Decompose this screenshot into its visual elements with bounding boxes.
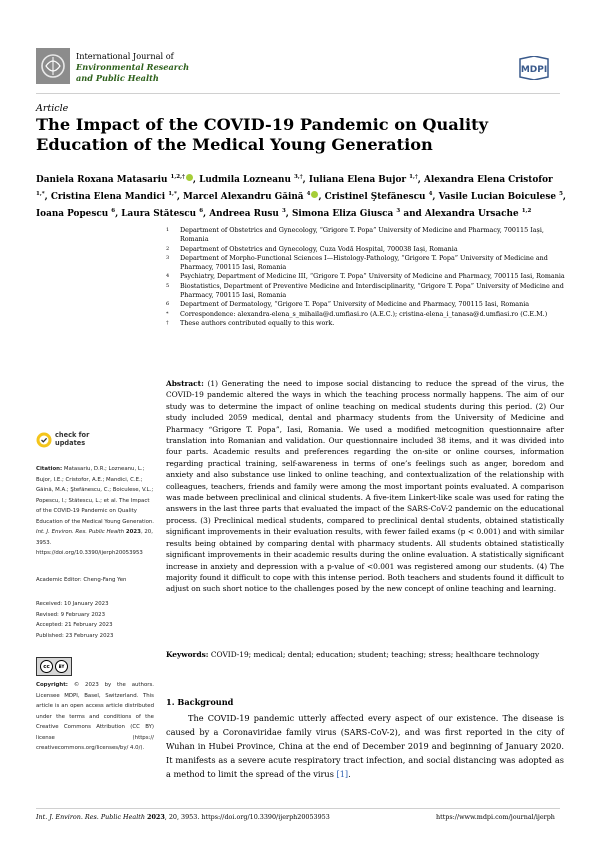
paragraph-end: . (348, 769, 351, 779)
affiliation-text: Department of Obstetrics and Gynecology, Cuza Vodă Hospital, 700038 Iași, Romania (180, 244, 458, 253)
footer-citation (36, 813, 330, 821)
affiliation-item (166, 226, 566, 245)
author-text: Vasile Lucian Boiculese (438, 191, 556, 202)
footer-url[interactable]: https://www.mdpi.com/journal/ijerph (436, 813, 555, 821)
check-line2: updates (55, 438, 86, 447)
orcid-icon[interactable] (311, 191, 318, 198)
affiliation-item (166, 254, 566, 273)
author-text: Ioana Popescu (36, 208, 109, 219)
author-affiliation-marker: 3 (281, 207, 286, 214)
journal-logo (36, 48, 70, 84)
citation-journal: Int. J. Environ. Res. Public Health (36, 529, 125, 535)
affiliation-item (166, 282, 566, 301)
author-text: Andreea Rusu (209, 208, 279, 219)
author-affiliation-marker: 1,2 (521, 207, 532, 214)
footer-year: 2023 (147, 813, 165, 821)
author-affiliation-marker: 4 (306, 190, 311, 197)
section-heading: 1. Background (166, 697, 234, 707)
author-affiliation-marker: 1,* (36, 190, 45, 197)
affiliation-text: Department of Morpho-Functional Sciences I—Histology-Pathology, “Grigore T. Popa” University of Medicine and Pharmacy, 700115 Iasi, Romania (180, 253, 548, 272)
author-text: Iuliana Elena Bujor (308, 174, 407, 185)
author-name[interactable] (183, 192, 318, 202)
abstract (166, 378, 564, 595)
author-name[interactable] (199, 175, 303, 185)
affiliation-text: Correspondence: alexandra-elena_s_mihaila@d.umfiasi.ro (A.E.C.); cristina-elena_i_tanasa@d.umfiasi.ro (C.E.M.) (180, 309, 548, 318)
received-date: Received: 10 January 2023 (36, 601, 109, 607)
affiliation-number: * (166, 310, 169, 317)
author-name[interactable] (121, 209, 203, 219)
affiliation-item (166, 310, 566, 319)
cc-license-badge[interactable] (36, 657, 72, 676)
author-text: Alexandra Ursache (424, 208, 519, 219)
affiliation-number: 2 (166, 245, 170, 252)
journal-title (76, 51, 189, 84)
affiliation-number: 1 (166, 227, 170, 233)
footer-journal: Int. J. Environ. Res. Public Health (36, 813, 145, 821)
citation-block (36, 464, 154, 559)
author-name[interactable] (36, 175, 193, 185)
mdpi-logo-text: MDPI (520, 65, 548, 75)
author-text: Alexandra Elena Cristofor (423, 174, 553, 185)
cc-icon: cc (40, 660, 53, 673)
affiliation-number: 6 (166, 301, 170, 308)
orcid-icon[interactable] (186, 174, 193, 181)
affiliations (166, 226, 566, 328)
author-text: Marcel Alexandru Găină (183, 191, 304, 202)
keywords-label: Keywords: (166, 650, 209, 659)
paragraph-text: The COVID-19 pandemic utterly affected every aspect of our existence. The disease is caused by a Coronaviridae family virus (SARS-CoV-2), and was first reported in the city of Wuhan in Hubei Province, China at the end of December 2019 and beginning of January 2020. It manifests as a severe acute respiratory tract infection, and social distancing was adopted as a method to limit the spread of the virus (166, 713, 564, 779)
affiliation-item (166, 272, 566, 281)
author-name[interactable] (309, 175, 418, 185)
author-affiliation-marker: 5 (559, 190, 563, 197)
abstract-text: (1) Generating the need to impose social distancing to reduce the spread of the virus, the COVID-19 pandemic altered the ways in which the teaching process normally happens. The aim of our study was to determine the impact of online teaching on medical students during this period. (2) Our study included 2059 medical, dental and pharmacy students from the University of Medicine and Pharmacy “Grigore T. Popa”, Iasi, Romania. We used a modified metcognition questionnaire after translation into Romanian and validation. Our questionnaire included 38 items, and it was divided into four parts. Academic results and preferences regarding the on-site or online courses, information regarding practical training, self-awareness in terms of one’s feelings such as anger, boredom and anxiety and also substance use linked to online teaching, and contextualization of the relationship with colleagues, teachers, friends and family were among the most important points evaluated. A comparison was made between preclinical and clinical students. A five-item Linkert-like scale was used for rating the answers in the last three parts that evaluated the impact of the SARS-CoV-2 pandemic on the educational process. (3) Preclinical medical students, compared to preclinical dental students, obtained statistically significant improvements in their evaluation results, with fewer failed exams (p < 0.001) and with similar results being obtained by comparing dental with pharmacy students. All students obtained statistically significant improvements in their academic results during the online evaluation. A statistically significant increase in anxiety and depression with a p-value of <0.001 was registered among our students. (4) The majority found it difficult to cope with this intense period. Both teachers and students found it difficult to adjust on such short notice to the challenges posed by the new concept of online teaching and learning. (166, 379, 564, 594)
keywords (166, 649, 564, 660)
author-affiliation-marker: 6 (199, 207, 204, 214)
citation-rest[interactable]: , 20, 3953. https://doi.org/10.3390/ijerph20053953 (36, 529, 153, 556)
background-paragraph (166, 711, 564, 781)
affiliation-number: † (166, 319, 169, 326)
author-text: Daniela Roxana Matasariu (36, 174, 168, 185)
author-name[interactable] (36, 209, 115, 219)
affiliation-text: Psychiatry, Department of Medicine III, “Grigore T. Popa” University of Medicine and Pharmacy, 700115 Iasi, Romania (180, 272, 565, 281)
published-date: Published: 23 February 2023 (36, 632, 114, 639)
affiliation-text: Department of Obstetrics and Gynecology, “Grigore T. Popa” University of Medicine and Pharmacy, 700115 Iași, Romania (180, 226, 544, 244)
citation-label: Citation: (36, 466, 63, 472)
affiliation-text: Department of Dermatology, “Grigore T. Popa” University of Medicine and Pharmacy, 700115 Iasi, Romania (180, 300, 530, 309)
affiliation-number: 4 (166, 273, 170, 280)
affiliation-number: 5 (166, 282, 170, 289)
accepted-date: Accepted: 21 February 2023 (36, 622, 113, 628)
author-affiliation-marker: 4 (428, 190, 433, 197)
article-type: Article (36, 103, 69, 114)
author-affiliation-marker: 1,* (168, 190, 177, 197)
citation-text: Matasariu, D.R.; Lozneanu, L.; Bujor, I.E.; Cristofor, A.E.; Mandici, C.E.; Găină, M.A.; Ştefănescu, C.; Boiculese, V.L.; Popescu, I.; Stătescu, L.; et al. The Impact of the COVID-19 Pandemic on Quality Education of the Medical Young Generation. (36, 466, 155, 525)
author-text: Laura Stătescu (121, 208, 197, 219)
footer-citation-rest[interactable]: , 20, 3953. https://doi.org/10.3390/ijerph20053953 (164, 813, 330, 821)
author-name[interactable] (439, 192, 563, 202)
revised-date: Revised: 9 February 2023 (36, 611, 106, 618)
author-affiliation-marker: 1,2,† (170, 174, 185, 180)
check-line1: check for (55, 431, 90, 439)
affiliation-item (166, 245, 566, 254)
citation-year: 2023 (125, 529, 141, 535)
academic-editor: Academic Editor: Cheng-Fang Yen (36, 577, 127, 583)
keywords-text: COVID-19; medical; dental; education; student; teaching; stress; healthcare technology (210, 650, 540, 659)
journal-title-line1: International Journal of (76, 51, 174, 61)
author-text: Cristina Elena Mandici (50, 191, 166, 202)
author-name[interactable] (425, 209, 531, 219)
author-affiliation-marker: 6 (111, 207, 116, 214)
author-name[interactable] (292, 209, 400, 219)
author-affiliation-marker: 3,† (294, 174, 303, 180)
header-divider (36, 93, 560, 94)
author-affiliation-marker: 3 (396, 207, 401, 214)
affiliation-item (166, 300, 566, 309)
article-dates (36, 599, 154, 641)
author-affiliation-marker: 1,† (409, 174, 418, 180)
author-text: Cristinel Ştefănescu (324, 191, 426, 202)
copyright-text: © 2023 by the authors. Licensee MDPI, Basel, Switzerland. This article is an open access article distributed under the terms and conditions of the Creative Commons Attribution (CC BY) license (https:// creativecommons.org/licenses/by/ 4.0/). (36, 682, 154, 751)
mdpi-logo (516, 56, 552, 80)
author-name[interactable] (325, 192, 433, 202)
author-list: Daniela Roxana Matasariu $^{1,2,\dagger}$ , Ludmila Lozneanu $^{3,\dagger}$, Iuliana Elena Bujor $^{1,\dagger}$, Alexandra Elena Cristofor $^{1,*}$, Cristina Elena Mandici $^{1,*}$, Marcel Alexandru Găină $^4$ , Cristinel Ştefănescu $^4$, Vasile Lucian Boiculese $^5$, Ioana Popescu $^6$, Laura Stătescu $^6$, Andreea Rusu $^3$, Simona Eliza Giusca $^3$ and Alexandra Ursache $^{1,2}$ (36, 174, 566, 219)
check-for-updates-icon[interactable] (36, 432, 52, 448)
journal-title-line3: and Public Health (76, 73, 159, 83)
copyright-label: Copyright: (36, 682, 68, 688)
abstract-label: Abstract: (166, 379, 204, 388)
author-text: Ludmila Lozneanu (199, 174, 291, 185)
reference-link[interactable]: [1] (336, 769, 349, 779)
author-name[interactable] (51, 192, 177, 202)
affiliation-number: 3 (166, 254, 170, 261)
check-for-updates-button[interactable] (55, 432, 89, 447)
affiliation-item (166, 319, 566, 328)
affiliation-text: These authors contributed equally to this work. (180, 318, 335, 327)
author-text: Simona Eliza Giusca (291, 208, 394, 219)
journal-title-line2: Environmental Research (76, 62, 190, 72)
author-name[interactable] (209, 209, 286, 219)
copyright-notice (36, 680, 154, 754)
footer-divider (36, 808, 560, 809)
paper-title: The Impact of the COVID-19 Pandemic on Quality Education of the Medical Young Generation (36, 115, 488, 154)
by-icon: BY (55, 660, 68, 673)
affiliation-text: Biostatistics, Department of Preventive Medicine and Interdisciplinarity, “Grigore T. Popa” University of Medicine and Pharmacy, 700115 Iasi, Romania (180, 281, 564, 300)
